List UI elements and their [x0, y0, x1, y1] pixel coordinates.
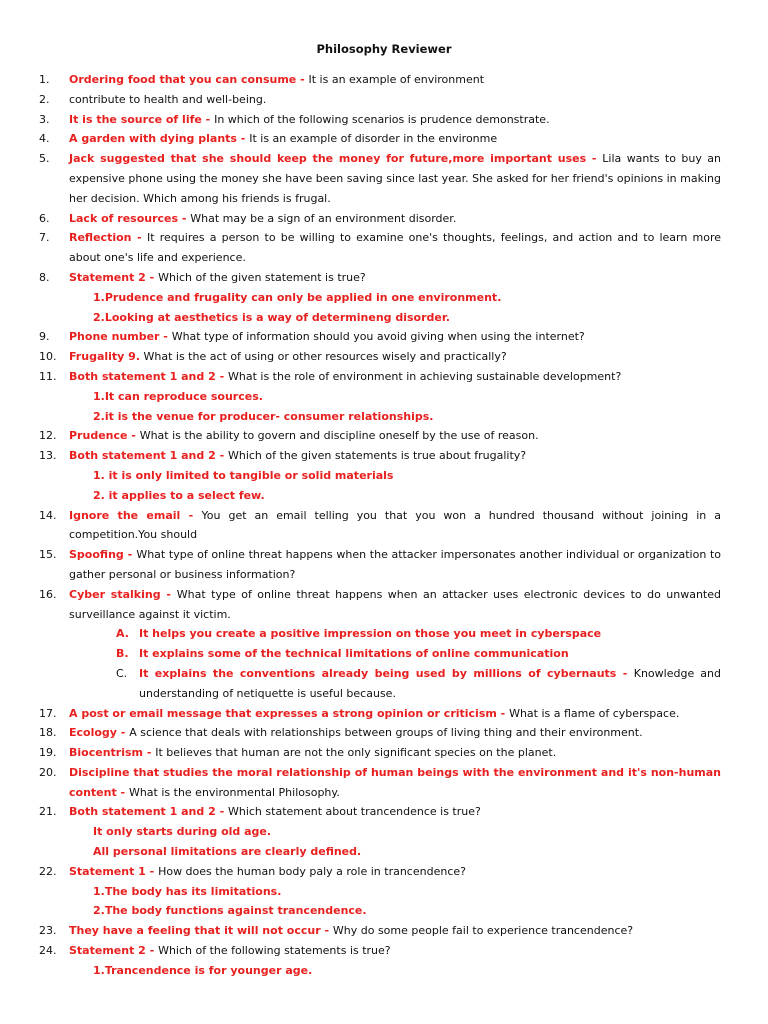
option-text: It explains some of the technical limitations of online communication — [139, 647, 569, 661]
item-question: What type of information should you avoid giving when using the internet? — [171, 330, 585, 344]
item-number: 2. — [39, 92, 50, 106]
item-separator: - — [215, 805, 228, 819]
item-separator: - — [131, 231, 148, 245]
item-question: What is the ability to govern and discipline oneself by the use of reason. — [139, 429, 539, 443]
list-item — [0, 941, 768, 961]
item-separator: - — [201, 112, 215, 126]
item-question: What type of online threat happens when an attacker uses electronic devices to do unwanted surveillance against it victim. — [69, 587, 721, 621]
item-number: 11. — [39, 369, 57, 383]
item-separator: - — [116, 726, 130, 740]
option-text: It explains the conventions already being used by millions of cybernauts — [139, 666, 617, 680]
item-answer: Both statement 1 and 2 — [69, 805, 216, 819]
item-answer: A garden with dying plants — [69, 132, 237, 146]
item-separator: - — [160, 587, 177, 601]
item-number: 24. — [39, 944, 57, 958]
item-question: Why do some people fail to experience trancendence? — [332, 924, 634, 938]
list-item — [0, 763, 768, 803]
item-question: What is the act of using or other resources wisely and practically? — [143, 350, 507, 364]
item-answer: Ignore the email — [69, 508, 181, 522]
item-separator: - — [178, 211, 191, 225]
list-item — [0, 862, 768, 882]
item-answer: Prudence — [69, 429, 128, 443]
item-separator: - — [143, 746, 156, 760]
item-question: Which of the given statement is true? — [158, 270, 366, 284]
item-separator: - — [320, 924, 333, 938]
item-number: 13. — [39, 449, 57, 463]
item-number: 15. — [39, 548, 57, 562]
item-answer: Both statement 1 and 2 — [69, 449, 216, 463]
option-text: It helps you create a positive impression on those you meet in cyberspace — [139, 627, 602, 641]
item-answer: Statement 2 — [69, 944, 146, 958]
item-question: It is an example of environment — [308, 73, 485, 86]
item-separator: - — [586, 152, 603, 166]
item-answer: Ordering food that you can consume — [69, 73, 297, 86]
item-question: How does the human body paly a role in trancendence? — [158, 864, 466, 878]
item-number: 19. — [39, 746, 57, 760]
item-separator: - — [145, 864, 159, 878]
list-item — [0, 921, 768, 941]
item-separator: - — [496, 706, 510, 720]
item-number: 20. — [39, 765, 57, 779]
item-number: 23. — [39, 924, 57, 938]
list-item — [0, 743, 768, 763]
item-answer: Discipline that studies the moral relationship of human beings with the environment and it's non-human content — [69, 765, 721, 799]
item-choice: 1. it is only limited to tangible or solid materials — [93, 468, 394, 482]
item-answer: Statement 1 — [69, 864, 146, 878]
list-item — [0, 506, 768, 546]
list-item — [0, 327, 768, 347]
item-number: 18. — [39, 726, 57, 740]
item-question: It requires a person to be willing to examine one's thoughts, feelings, and action and to learn more about one's life and experience. — [69, 231, 722, 265]
list-item — [0, 446, 768, 466]
item-choice: 2.it is the venue for producer- consumer relationships. — [93, 409, 434, 423]
item-choice: It only starts during old age. — [93, 825, 272, 839]
item-answer: Both statement 1 and 2 — [69, 369, 216, 383]
item-number: 3. — [39, 112, 50, 126]
item-question: What may be a sign of an environment disorder. — [190, 211, 457, 225]
list-item — [0, 545, 768, 585]
item-choice: 1.Trancendence is for younger age. — [93, 963, 313, 977]
item-choice: 2.The body functions against trancendence. — [93, 904, 367, 918]
item-question: In which of the following scenarios is prudence demonstrate. — [214, 112, 550, 126]
item-answer: A post or email message that expresses a strong opinion or criticism — [69, 706, 497, 720]
item-question: You get an email telling you that you won a hundred thousand without joining in a competition.You should — [69, 508, 721, 542]
option-separator: - — [616, 666, 634, 680]
list-item — [0, 70, 768, 90]
item-question: What is a flame of cyberspace. — [509, 706, 680, 720]
item-separator: - — [116, 785, 129, 799]
item-separator: - — [215, 369, 228, 383]
option-label: C. — [116, 666, 128, 680]
item-question: Lila wants to buy an expensive phone using the money she have been saving since last year. She asked for her friend's opinions in making her decision. Which among his friends is frugal. — [69, 152, 721, 205]
list-item — [0, 129, 768, 149]
item-question: Which of the given statements is true about frugality? — [227, 449, 527, 463]
item-choice: 1.Prudence and frugality can only be applied in one environment. — [93, 290, 502, 304]
option-label: A. — [116, 627, 129, 641]
item-answer: Spoofing — [69, 548, 124, 562]
item-choice: 2. it applies to a select few. — [93, 488, 265, 502]
item-answer: Lack of resources — [69, 211, 179, 225]
item-answer: Jack suggested that she should keep the money for future,more important uses — [69, 152, 587, 166]
item-question: contribute to health and well-being. — [69, 92, 267, 106]
item-question: It is an example of disorder in the environme — [249, 132, 498, 146]
item-separator: - — [145, 944, 159, 958]
item-number: 1. — [39, 73, 50, 86]
option-question: Knowledge and understanding of netiquette is useful because. — [139, 666, 721, 700]
item-number: 10. — [39, 350, 57, 364]
item-separator: - — [127, 429, 140, 443]
option-label: B. — [116, 647, 129, 661]
item-number: 9. — [39, 330, 50, 344]
item-question: Which of the following statements is true? — [158, 944, 391, 958]
list-item — [0, 90, 768, 110]
option-item — [0, 624, 768, 644]
item-number: 17. — [39, 706, 57, 720]
list-item — [0, 426, 768, 446]
item-number: 6. — [39, 211, 50, 225]
item-number: 21. — [39, 805, 57, 819]
list-item — [0, 268, 768, 288]
item-number: 14. — [39, 508, 57, 522]
item-answer: They have a feeling that it will not occur — [69, 924, 321, 938]
item-separator: - — [236, 132, 250, 146]
item-answer: Ecology — [69, 726, 117, 740]
list-item — [0, 149, 768, 208]
item-number: 12. — [39, 429, 57, 443]
item-question: What type of online threat happens when the attacker impersonates another individual or organization to gather personal or business information? — [69, 548, 721, 581]
item-question: What is the role of environment in achieving sustainable development? — [227, 369, 622, 383]
item-choice: 2.Looking at aesthetics is a way of determineng disorder. — [93, 310, 450, 324]
item-question: What is the environmental Philosophy. — [128, 785, 340, 799]
item-number: 5. — [39, 152, 50, 166]
list-item — [0, 110, 768, 130]
item-choice: 1.It can reproduce sources. — [93, 389, 263, 403]
item-number: 8. — [39, 270, 50, 284]
item-answer: Phone number — [69, 330, 160, 344]
list-item — [0, 228, 768, 268]
list-item — [0, 367, 768, 387]
item-number: 7. — [39, 231, 50, 245]
item-answer: Frugality 9. — [69, 350, 140, 364]
item-answer: It is the source of life — [69, 112, 202, 126]
item-separator: - — [159, 330, 172, 344]
item-question: It believes that human are not the only significant species on the planet. — [155, 746, 557, 760]
item-choice: 1.The body has its limitations. — [93, 884, 282, 898]
item-number: 22. — [39, 864, 57, 878]
list-item — [0, 704, 768, 724]
option-item — [0, 664, 768, 704]
list-item — [0, 347, 768, 367]
option-item — [0, 644, 768, 664]
item-question: A science that deals with relationships between groups of living thing and their environment. — [129, 726, 643, 740]
item-choice: All personal limitations are clearly defined. — [93, 845, 362, 859]
list-item — [0, 209, 768, 229]
page-title: Philosophy Reviewer — [316, 42, 452, 56]
list-item — [0, 723, 768, 743]
item-answer: Biocentrism — [69, 746, 143, 760]
item-question: Which statement about trancendence is true? — [227, 805, 481, 819]
reviewer-list — [0, 70, 768, 981]
item-answer: Cyber stalking — [69, 587, 161, 601]
item-answer: Reflection — [69, 231, 132, 245]
list-item — [0, 802, 768, 822]
item-separator: - — [215, 449, 228, 463]
item-separator: - — [145, 270, 159, 284]
item-separator: - — [296, 73, 309, 86]
item-separator: - — [123, 548, 137, 562]
item-number: 16. — [39, 587, 57, 601]
list-item — [0, 585, 768, 625]
item-separator: - — [180, 508, 202, 522]
item-number: 4. — [39, 132, 50, 146]
item-answer: Statement 2 — [69, 270, 146, 284]
